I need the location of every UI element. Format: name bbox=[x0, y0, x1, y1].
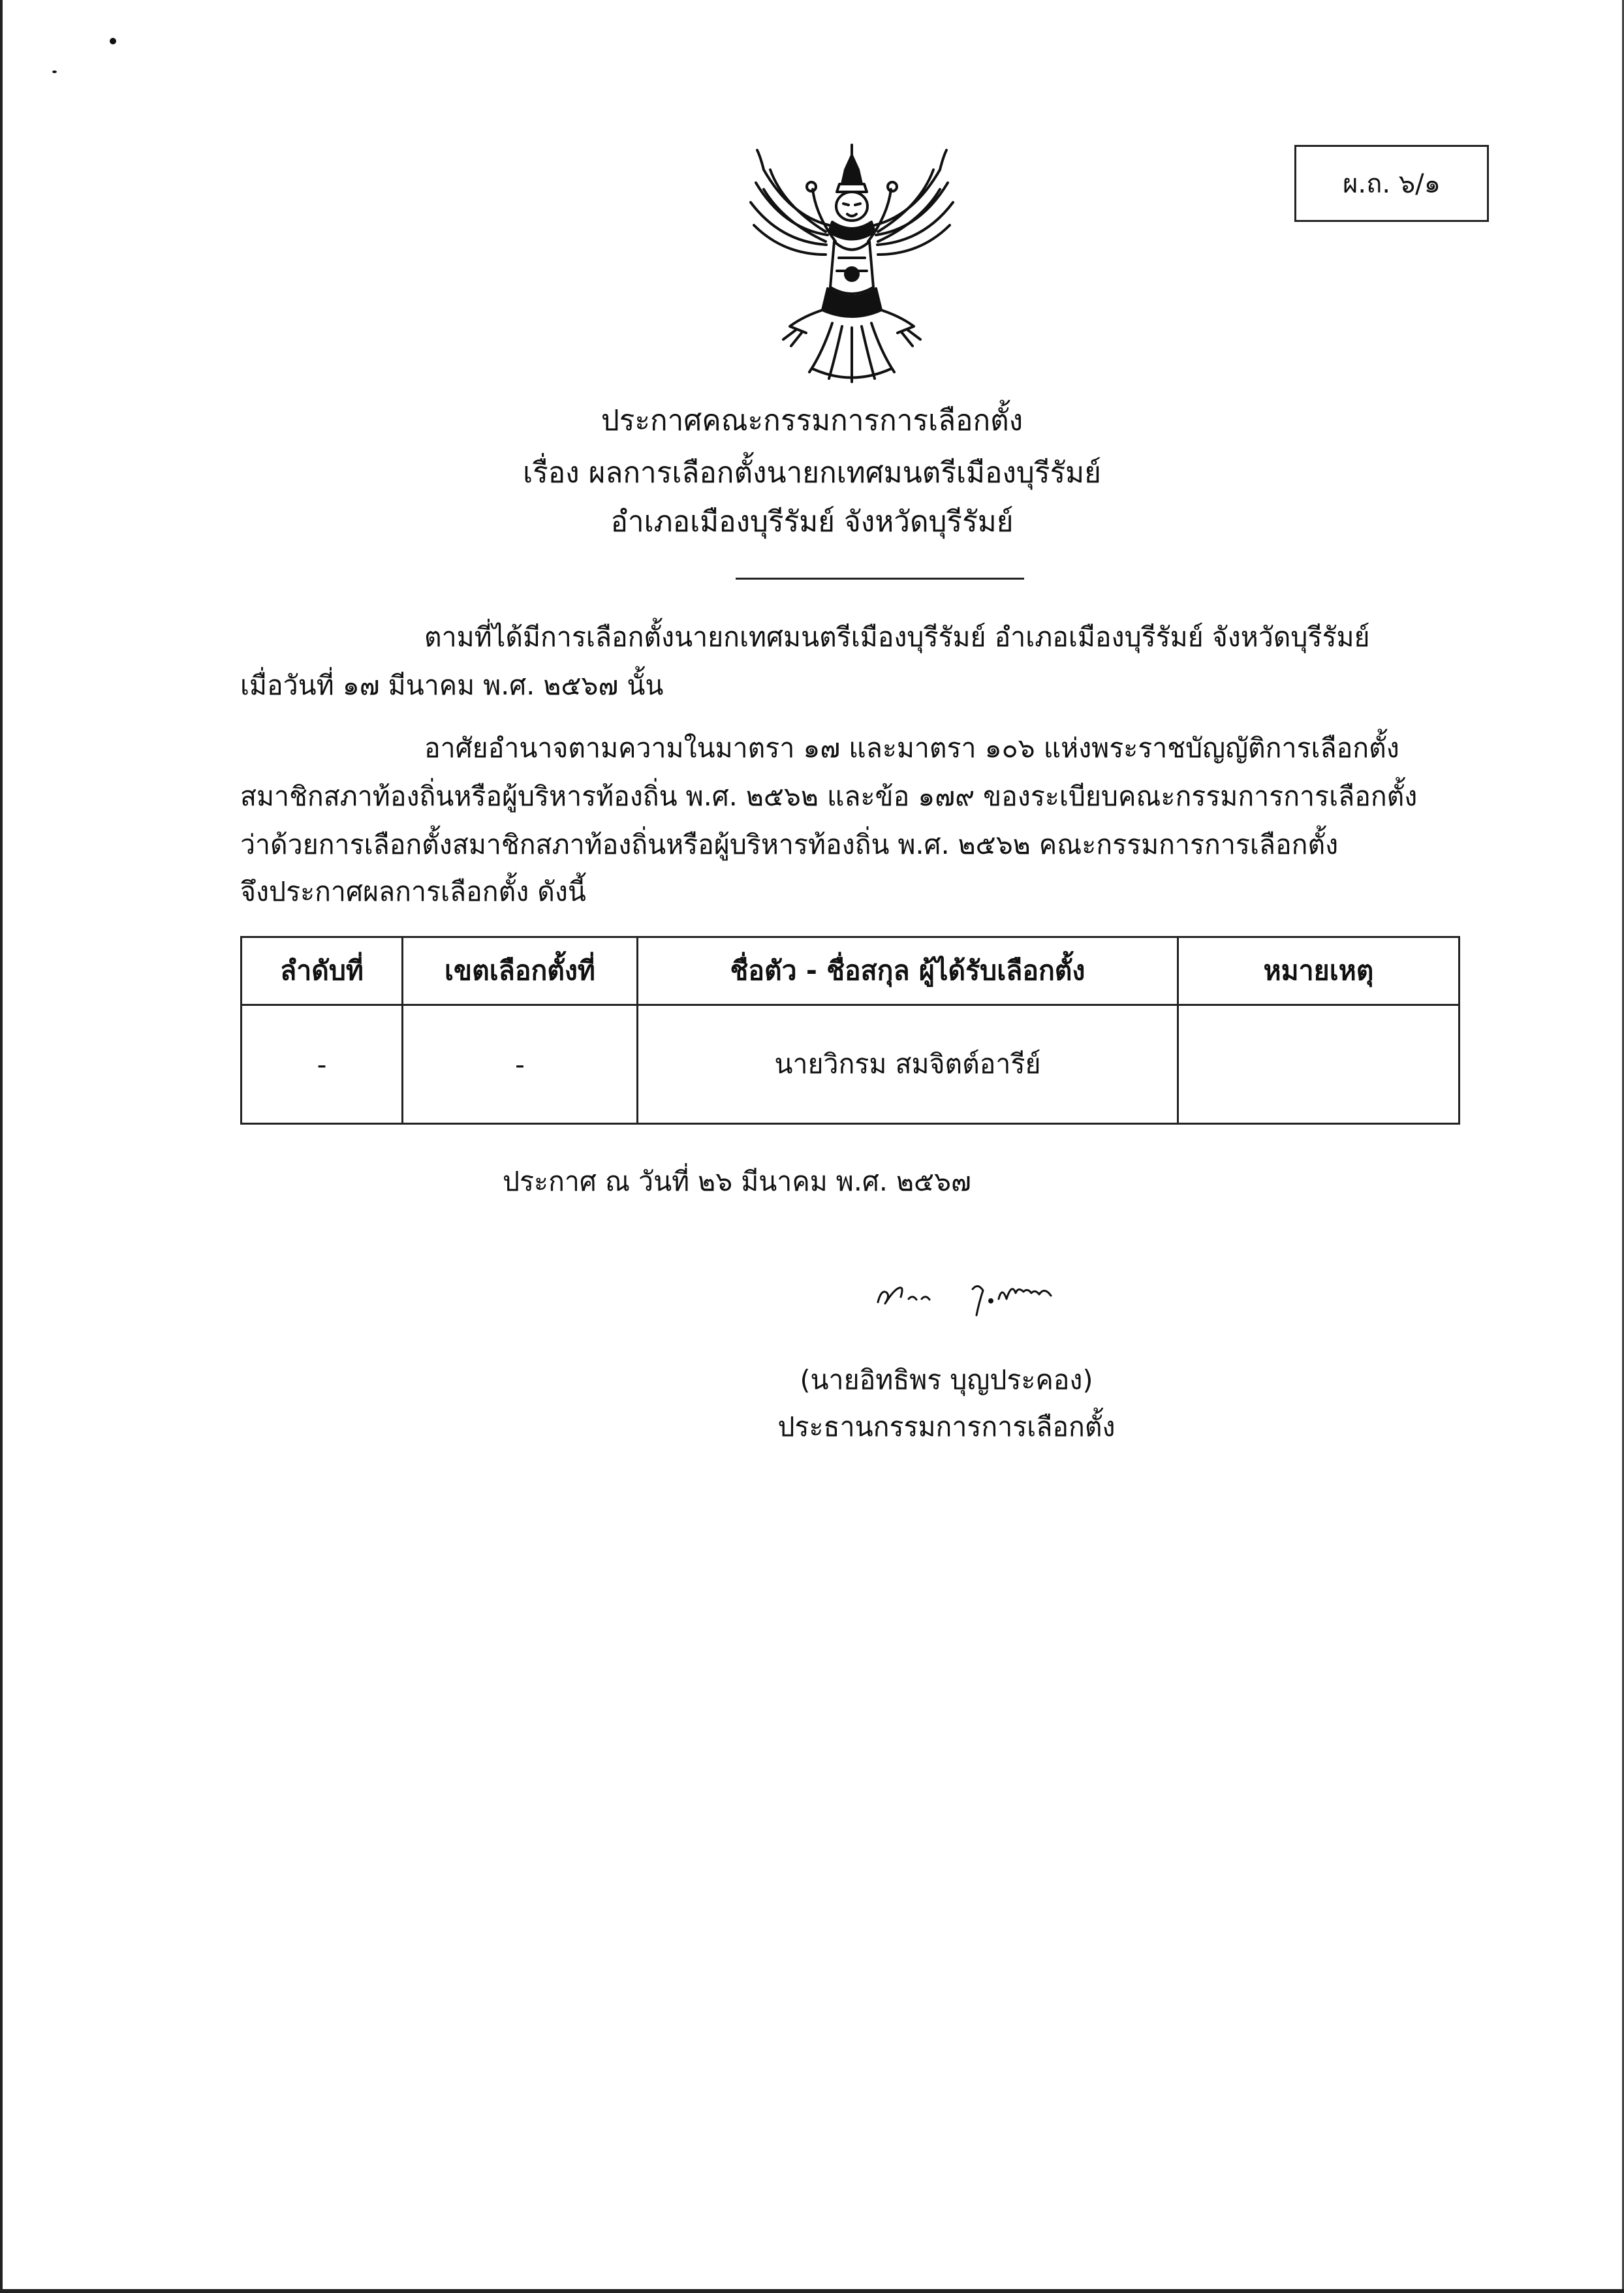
column-header-constituency: เขตเลือกตั้งที่ bbox=[445, 955, 595, 986]
form-code: ผ.ถ. ๖/๑ bbox=[1342, 169, 1441, 199]
scan-speck bbox=[110, 38, 116, 44]
paragraph-2-line-2: สมาชิกสภาท้องถิ่นหรือผู้บริหารท้องถิ่น พ.ศ. ๒๕๖๒ และข้อ ๑๗๙ ของระเบียบคณะกรรมการการเลือกตั้ง bbox=[240, 781, 1418, 812]
column-header-remarks: หมายเหตุ bbox=[1263, 955, 1374, 986]
column-header-elected-name: ชื่อตัว - ชื่อสกุล ผู้ได้รับเลือกตั้ง bbox=[730, 955, 1085, 986]
paragraph-1-line-1: ตามที่ได้มีการเลือกตั้งนายกเทศมนตรีเมืองบุรีรัมย์ อำเภอเมืองบุรีรัมย์ จังหวัดบุรีรัมย์ bbox=[424, 621, 1370, 653]
announcement-subject: เรื่อง ผลการเลือกตั้งนายกเทศมนตรีเมืองบุรีรัมย์ bbox=[523, 456, 1101, 490]
table-cell-sequence: - bbox=[317, 1048, 327, 1080]
paragraph-2-line-4: จึงประกาศผลการเลือกตั้ง ดังนี้ bbox=[240, 876, 586, 907]
form-code-box bbox=[1294, 145, 1489, 222]
signer-name: (นายอิทธิพร บุญประคอง) bbox=[800, 1364, 1093, 1396]
signer-title: ประธานกรรมการการเลือกตั้ง bbox=[777, 1411, 1116, 1443]
announcement-date: ประกาศ ณ วันที่ ๒๖ มีนาคม พ.ศ. ๒๕๖๗ bbox=[503, 1166, 971, 1197]
paragraph-2-line-3: ว่าด้วยการเลือกตั้งสมาชิกสภาท้องถิ่นหรือผู้บริหารท้องถิ่น พ.ศ. ๒๕๖๒ คณะกรรมการการเลือกตั้ง bbox=[240, 829, 1339, 860]
table-cell-elected-name: นายวิกรม สมจิตต์อารีย์ bbox=[774, 1048, 1041, 1080]
page-edge-bottom bbox=[0, 2289, 1624, 2293]
table-cell-constituency: - bbox=[515, 1048, 525, 1080]
scan-speck bbox=[52, 70, 57, 73]
heading-divider bbox=[736, 578, 1024, 580]
announcement-location: อำเภอเมืองบุรีรัมย์ จังหวัดบุรีรัมย์ bbox=[610, 505, 1014, 538]
paragraph-2-line-1: อาศัยอำนาจตามความในมาตรา ๑๗ และมาตรา ๑๐๖ แห่งพระราชบัญญัติการเลือกตั้ง bbox=[424, 732, 1399, 764]
announcement-heading: ประกาศคณะกรรมการการเลือกตั้ง bbox=[601, 404, 1023, 437]
paragraph-1-line-2: เมื่อวันที่ ๑๗ มีนาคม พ.ศ. ๒๕๖๗ นั้น bbox=[240, 670, 664, 701]
garuda-emblem-icon bbox=[744, 144, 960, 385]
column-header-sequence: ลำดับที่ bbox=[280, 955, 364, 986]
handwritten-signature-image bbox=[868, 1263, 1116, 1322]
results-table bbox=[240, 936, 1460, 1125]
table-cell-remarks bbox=[1179, 1006, 1458, 1123]
page-edge-left bbox=[0, 0, 3, 2293]
